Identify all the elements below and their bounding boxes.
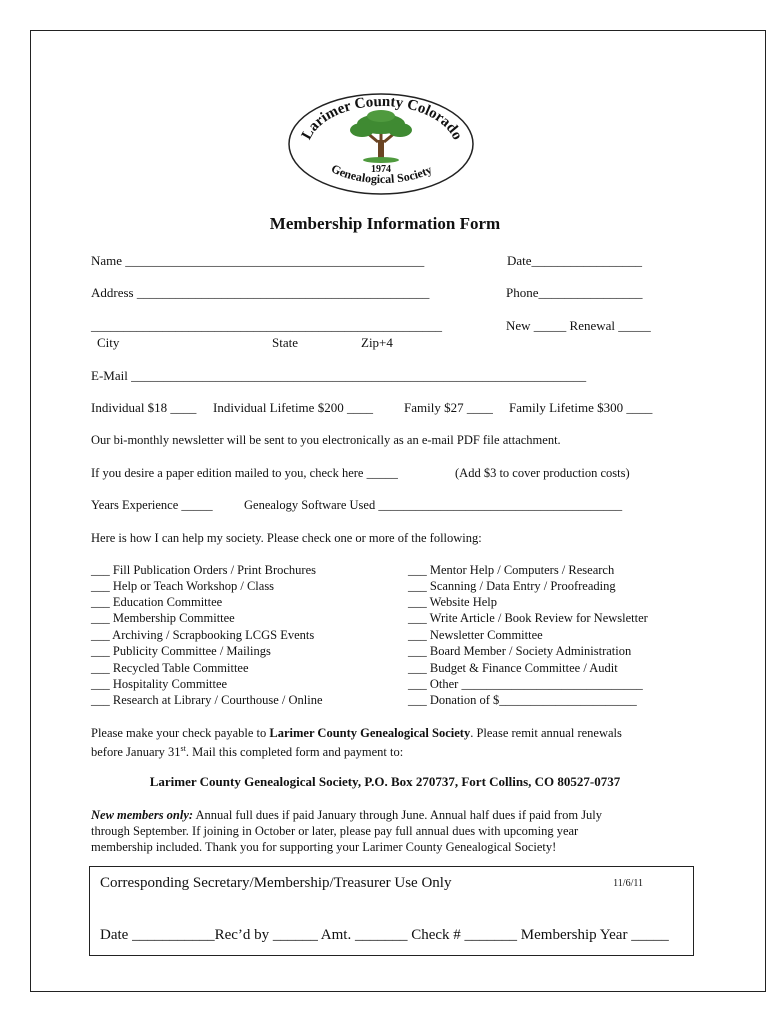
logo-arc-top-text: Larimer County Colorado bbox=[298, 93, 466, 143]
help-left-item[interactable]: ___ Membership Committee bbox=[91, 611, 235, 625]
new-members-text: through September. If joining in October or later, please pay full annual dues with upcoming year bbox=[91, 824, 579, 838]
payment-text: Please make your check payable to bbox=[91, 726, 270, 740]
logo-arc-bottom-text: Genealogical Society bbox=[329, 161, 435, 187]
help-left-item[interactable]: ___ Research at Library / Courthouse / Online bbox=[91, 693, 323, 707]
payment-instructions bbox=[91, 725, 691, 760]
individual-lifetime-option[interactable]: Individual Lifetime $200 ____ bbox=[213, 400, 373, 415]
city-label: City bbox=[97, 335, 120, 350]
new-members-label: New members only: bbox=[91, 808, 194, 822]
help-left-item[interactable]: ___ Archiving / Scrapbooking LCGS Events bbox=[91, 628, 315, 642]
newsletter-text: Our bi-monthly newsletter will be sent to you electronically as an e-mail PDF file attachment. bbox=[91, 433, 561, 447]
family-lifetime-option[interactable]: Family Lifetime $300 ____ bbox=[509, 400, 653, 415]
payment-text: . Please remit annual renewals bbox=[470, 726, 622, 740]
office-use-title: Corresponding Secretary/Membership/Treasurer Use Only bbox=[100, 875, 452, 891]
payment-text: . Mail this completed form and payment to: bbox=[185, 745, 404, 760]
help-left-item[interactable]: ___ Publicity Committee / Mailings bbox=[91, 644, 271, 658]
form-title: Membership Information Form bbox=[269, 214, 501, 233]
revision-date: 11/6/11 bbox=[613, 878, 643, 889]
logo-year: 1974 bbox=[371, 164, 391, 175]
address-line2-field[interactable]: ______________________________________________________ bbox=[91, 318, 442, 333]
years-experience-field[interactable]: Years Experience _____ bbox=[91, 498, 213, 512]
office-use-box bbox=[89, 866, 694, 956]
paper-edition-field[interactable]: If you desire a paper edition mailed to you, check here _____ bbox=[91, 466, 398, 480]
help-right-item[interactable]: ___ Board Member / Society Administration bbox=[408, 644, 632, 658]
help-right-item[interactable]: ___ Write Article / Book Review for Newsletter bbox=[408, 611, 648, 625]
help-left-item[interactable]: ___ Education Committee bbox=[91, 595, 223, 609]
help-left-item[interactable]: ___ Fill Publication Orders / Print Brochures bbox=[91, 563, 316, 577]
software-field[interactable]: Genealogy Software Used _______________________________________ bbox=[244, 498, 623, 512]
date-field[interactable]: Date_________________ bbox=[507, 253, 643, 268]
email-field[interactable]: E-Mail ______________________________________________________________________ bbox=[91, 368, 587, 383]
help-left-item[interactable]: ___ Recycled Table Committee bbox=[91, 661, 249, 675]
paper-cost-note: (Add $3 to cover production costs) bbox=[455, 466, 630, 480]
help-right-item[interactable]: ___ Budget & Finance Committee / Audit bbox=[408, 661, 618, 675]
ordinal-suffix: st bbox=[180, 744, 186, 753]
help-right-item[interactable]: ___ Other _____________________________ bbox=[408, 677, 643, 691]
help-right-item[interactable]: ___ Donation of $______________________ bbox=[408, 693, 637, 707]
phone-field[interactable]: Phone________________ bbox=[506, 285, 643, 300]
payment-payee: Larimer County Genealogical Society bbox=[269, 726, 471, 740]
mailing-address: Larimer County Genealogical Society, P.O. Box 270737, Fort Collins, CO 80527-0737 bbox=[149, 774, 621, 789]
address-field[interactable]: Address _____________________________________________ bbox=[91, 285, 430, 300]
new-members-text: Annual full dues if paid January through June. Annual half dues if paid from July bbox=[193, 808, 603, 822]
individual-option[interactable]: Individual $18 ____ bbox=[91, 400, 197, 415]
help-right-item[interactable]: ___ Mentor Help / Computers / Research bbox=[408, 563, 615, 577]
state-label: State bbox=[272, 335, 298, 350]
help-intro: Here is how I can help my society. Please check one or more of the following: bbox=[91, 531, 482, 545]
payment-text: before January 31 bbox=[91, 745, 181, 760]
family-option[interactable]: Family $27 ____ bbox=[404, 400, 493, 415]
new-members-text: membership included. Thank you for supporting your Larimer County Genealogical Society! bbox=[91, 840, 557, 854]
name-field[interactable]: Name ______________________________________________ bbox=[91, 253, 425, 268]
new-members-note bbox=[91, 807, 691, 855]
society-logo bbox=[286, 92, 476, 196]
help-left-item[interactable]: ___ Help or Teach Workshop / Class bbox=[91, 579, 275, 593]
zip-label: Zip+4 bbox=[361, 335, 393, 350]
new-renewal-field[interactable]: New _____ Renewal _____ bbox=[506, 318, 651, 333]
help-right-item[interactable]: ___ Newsletter Committee bbox=[408, 628, 543, 642]
help-left-item[interactable]: ___ Hospitality Committee bbox=[91, 677, 228, 691]
office-use-fields[interactable]: Date ___________Rec’d by ______ Amt. _______ Check # _______ Membership Year _____ bbox=[100, 927, 669, 943]
help-right-item[interactable]: ___ Scanning / Data Entry / Proofreading bbox=[408, 579, 616, 593]
help-right-item[interactable]: ___ Website Help bbox=[408, 595, 498, 609]
